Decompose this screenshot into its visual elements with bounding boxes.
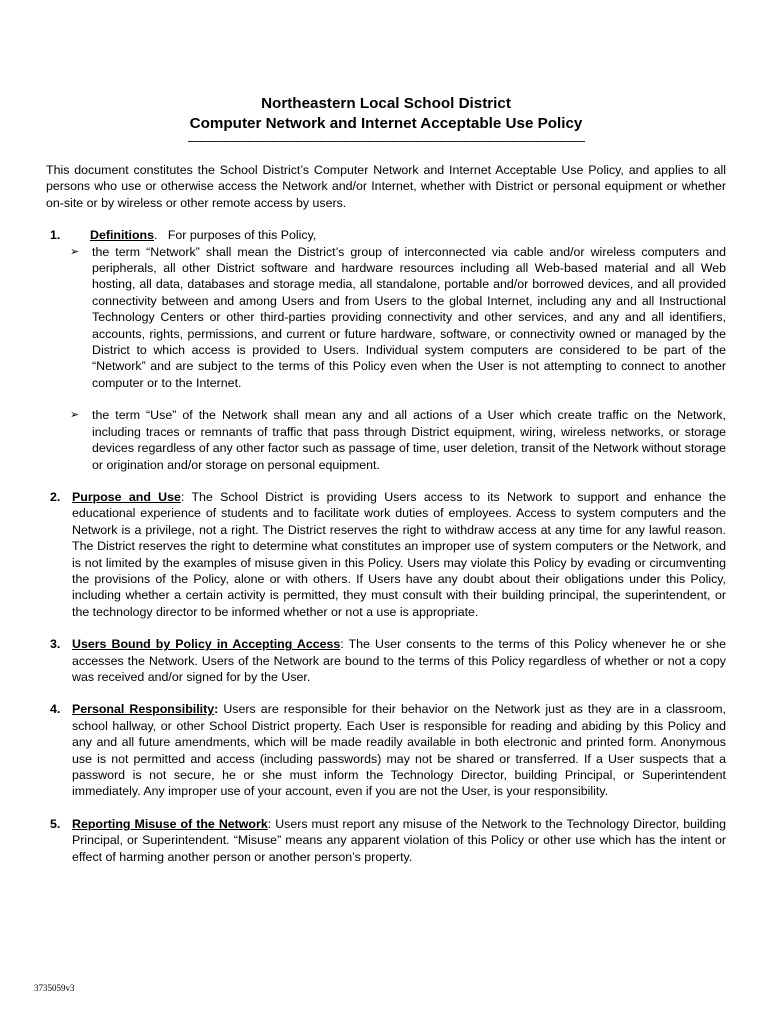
section-number: 5. bbox=[50, 816, 61, 831]
title-rule: ————————————————————————————————— bbox=[188, 133, 584, 148]
document-title-line2: Computer Network and Internet Acceptable Use Policy bbox=[189, 115, 583, 132]
section-body bbox=[72, 816, 726, 865]
section-number: 3. bbox=[50, 637, 61, 652]
section-body bbox=[72, 489, 726, 620]
document-title-line1: Northeastern Local School District bbox=[261, 95, 511, 112]
section-number: 1. bbox=[50, 228, 61, 243]
intro-paragraph: This document constitutes the School District’s Computer Network and Internet Acceptable Use Policy, and applies to all persons who use or otherwise access the Network and/or Internet, whether with District or personal equipment or whether on-site or by wireless or other remote access by users. bbox=[46, 163, 726, 210]
section-heading: Reporting Misuse of the Network bbox=[72, 816, 268, 831]
definition-bullet-use bbox=[70, 407, 726, 473]
section-5 bbox=[46, 816, 726, 865]
definition-bullet-network bbox=[70, 244, 726, 392]
section-3 bbox=[46, 636, 726, 685]
section-heading-line bbox=[90, 227, 726, 243]
arrowhead-bullet-icon: ➢ bbox=[70, 409, 80, 422]
section-number: 4. bbox=[50, 702, 61, 717]
section-4 bbox=[46, 701, 726, 799]
bullet-text: the term “Network” shall mean the District’s group of interconnected via cable and/or wireless computers and peripherals, all other District software and hardware resources including all Web-based material and all Web hosting, all data, databases and storage media, all standalone, portable and/or borrowed devices, and all provided connectivity between and among Users and from Users to the global Internet, including any and all Instructional Technology Centers or other third-parties providing connectivity and other services, and any and all identifiers, accounts, rights, permissions, and current or future hardware, software, or connectivity owned or managed by the District to which access is provided to Users. Individual system computers are considered to be part of the “Network” and are subject to the terms of this Policy even when the User is not attempting to connect to another computer or to the Internet. bbox=[92, 244, 726, 390]
section-heading-suffix: : bbox=[180, 489, 185, 504]
section-heading-suffix: : bbox=[340, 637, 344, 652]
section-number: 2. bbox=[50, 489, 61, 504]
section-text: Users are responsible for their behavior on the Network just as they are in a classroom, school hallway, or other School District property. Each User is responsible for reading and abiding by this Policy and any and all future amendments, which will be made readily available in both electronic and printed form. Anonymous use is not permitted and access (including passwords) may not be shared or transferred. If a User suspects that a password is not secure, he or she must inform the Technology Director, building Principal, or Superintendent immediately. Any improper use of your account, even if you are not the User, is your responsibility. bbox=[72, 702, 726, 799]
section-body bbox=[72, 636, 726, 685]
document-id-footer: 3735059v3 bbox=[34, 983, 75, 993]
section-heading: Users Bound by Policy in Accepting Access bbox=[72, 637, 341, 652]
section-heading: Purpose and Use bbox=[72, 489, 181, 504]
section-text: The User consents to the terms of this Policy whenever he or she accesses the Network. Users of the Network are bound to the terms of this Policy regardless of whether or not a copy was received and/or signed for by the User. bbox=[72, 637, 726, 684]
section-heading-suffix: : bbox=[214, 702, 219, 717]
bullet-text: the term “Use” of the Network shall mean any and all actions of a User which create traffic on the Network, including traces or remnants of traffic that pass through District equipment, wiring, wireless networks, or storage devices regardless of any other factor such as passage of time, user deletion, transit of the Network without storage or origination and/or storage on personal equipment. bbox=[92, 408, 726, 472]
section-text: The School District is providing Users access to its Network to support and enhance the educational experience of students and to facilitate work duties of employees. Access to system computers and the Network is a privilege, not a right. The District reserves the right to withdraw access at any time for any lawful reason. The District reserves the right to determine what constitutes an improper use of system computers or the Network, and is not limited by the examples of misuse given in this Policy. Users may violate this Policy by evading or circumventing the provisions of the Policy, alone or with others. If Users have any doubt about their obligations under this Policy, including whether a certain activity is permitted, they must consult with their building principal, the superintendent, or the technology director to be informed whether or not a use is appropriate. bbox=[72, 489, 727, 619]
section-heading: Definitions bbox=[90, 228, 155, 243]
section-heading: Personal Responsibility bbox=[72, 702, 215, 717]
section-1 bbox=[46, 227, 726, 473]
section-heading-suffix: : bbox=[267, 816, 272, 831]
section-body bbox=[72, 701, 726, 799]
arrowhead-bullet-icon: ➢ bbox=[70, 245, 80, 258]
section-text: For purposes of this Policy, bbox=[167, 228, 317, 243]
document-page bbox=[46, 94, 726, 865]
section-text: Users must report any misuse of the Network to the Technology Director, building Principal, or Superintendent. “Misuse” means any apparent violation of this Policy or other use which has the intent or effect of harming another person or another person’s property. bbox=[72, 816, 726, 864]
section-heading-suffix: . bbox=[154, 228, 158, 243]
section-2 bbox=[46, 489, 726, 620]
